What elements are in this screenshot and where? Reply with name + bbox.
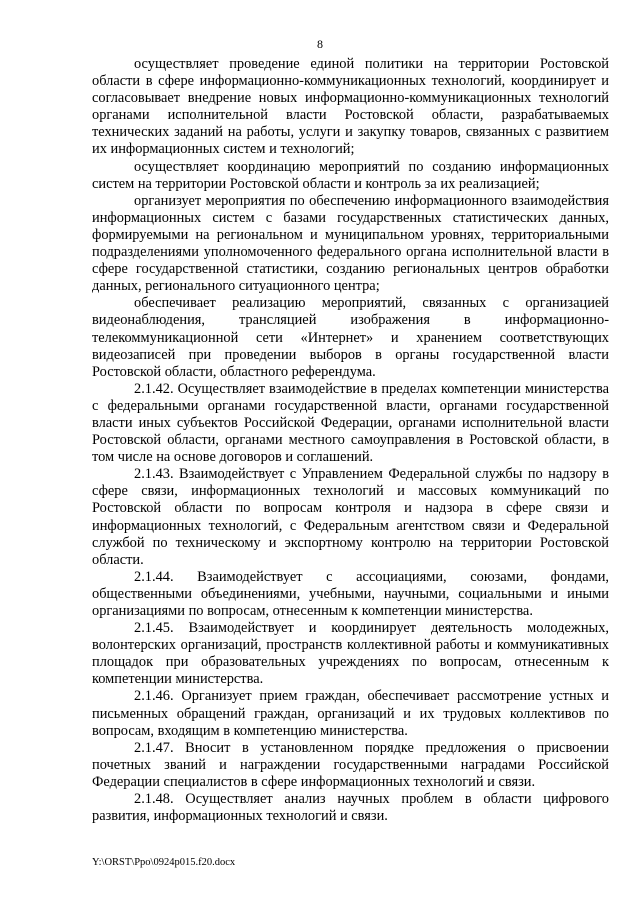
footer-file-path: Y:\ORST\Ppo\0924p015.f20.docx <box>92 857 236 868</box>
paragraph: осуществляет проведение единой политики на территории Ростовской области в сфере информационно-коммуникационных технологий, координирует и согласовывает внедрение новых информационно-коммуникационных технологий органами исполнительной власти Ростовской области, разрабатываемых технических заданий на работы, услуги и закупку товаров, связанных с развитием их информационных систем и технологий; <box>92 56 609 158</box>
paragraph: 2.1.47. Вносит в установленном порядке предложения о присвоении почетных званий и награждении государственными наградами Российской Федерации специалистов в сфере информационных технологий и связи. <box>92 739 609 790</box>
paragraph: осуществляет координацию мероприятий по созданию информационных систем на территории Ростовской области и контроль за их реализацией; <box>92 158 609 192</box>
paragraph: 2.1.44. Взаимодействует с ассоциациями, союзами, фондами, общественными объединениями, учебными, научными, социальными и иными организациями по вопросам, отнесенным к компетенции министерства. <box>92 568 609 619</box>
paragraph: организует мероприятия по обеспечению информационного взаимодействия информационных систем с базами государственных статистических данных, формируемыми на региональном и муниципальном уровнях, территориальными подразделениями уполномоченного федерального органа исполнительной власти в сфере государственной статистики, созданию региональных центров обработки данных, регионального ситуационного центра; <box>92 192 609 295</box>
paragraph: 2.1.48. Осуществляет анализ научных проблем в области цифрового развития, информационных технологий и связи. <box>92 791 609 825</box>
paragraph: 2.1.45. Взаимодействует и координирует деятельность молодежных, волонтерских организаций, пространств коллективной работы и коммуникативных площадок при образовательных учреждениях по вопросам, отнесенным к компетенции министерства. <box>92 620 609 688</box>
document-body <box>92 56 609 825</box>
paragraph: 2.1.42. Осуществляет взаимодействие в пределах компетенции министерства с федеральными органами государственной власти, органами государственной власти иных субъектов Российской Федерации, органами исполнительной власти Ростовской области, органами местного самоуправления в Ростовской области, в том числе на основе договоров и соглашений. <box>92 380 609 466</box>
paragraph: обеспечивает реализацию мероприятий, связанных с организацией видеонаблюдения, трансляцией изображения в информационно-телекоммуникационной сети «Интернет» и хранением соответствующих видеозаписей при проведении выборов в органы государственной власти Ростовской области, областного референдума. <box>92 295 609 380</box>
paragraph: 2.1.46. Организует прием граждан, обеспечивает рассмотрение устных и письменных обращений граждан, организаций и их трудовых коллективов по вопросам, входящим в компетенцию министерства. <box>92 688 609 739</box>
page-number: 8 <box>317 37 323 51</box>
paragraph: 2.1.43. Взаимодействует с Управлением Федеральной службы по надзору в сфере связи, информационных технологий и массовых коммуникаций по Ростовской области по вопросам контроля и надзора в сфере связи и информационных технологий, с Федеральным агентством связи и Федеральной службой по техническому и экспортному контролю на территории Ростовской области. <box>92 466 609 568</box>
